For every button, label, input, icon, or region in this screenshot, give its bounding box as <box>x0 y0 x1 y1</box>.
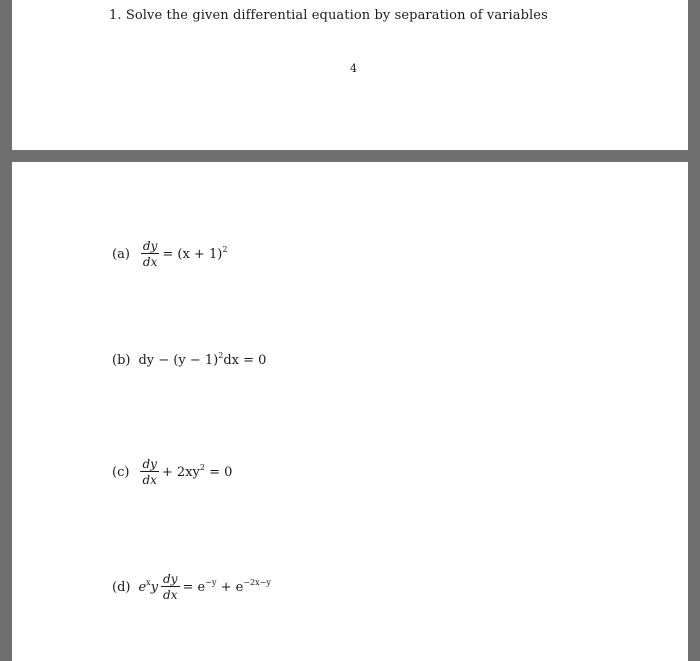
problem-a <box>112 240 227 268</box>
expr-part: = (x + 1) <box>162 246 223 262</box>
derivative-fraction <box>141 240 159 268</box>
expr-part: dy − (y − 1) <box>138 353 219 368</box>
exponent: −y <box>205 577 217 587</box>
problem-heading: 1. Solve the given differential equation by separation of variables <box>109 8 548 23</box>
equation <box>138 353 266 368</box>
fraction-numerator: dy <box>142 457 157 471</box>
fraction-denominator: dx <box>142 255 158 269</box>
exponent: −2x−y <box>243 577 271 587</box>
expr-part: + e <box>216 579 244 595</box>
derivative-fraction <box>161 573 179 601</box>
fraction-numerator: dy <box>163 572 178 586</box>
exponent: 2 <box>222 244 228 254</box>
problem-d <box>112 573 271 601</box>
exponent: x <box>146 577 151 587</box>
equation-lhs <box>138 577 159 595</box>
fraction-denominator: dx <box>142 473 157 487</box>
derivative-fraction <box>140 458 158 486</box>
page-number: 4 <box>350 62 357 75</box>
problem-label: (d) <box>112 579 131 595</box>
problem-label: (c) <box>112 464 130 480</box>
expr-part: e <box>138 579 147 595</box>
fraction-numerator: dy <box>142 239 158 253</box>
problem-c <box>112 458 232 486</box>
expr-part: dx = 0 <box>223 353 267 368</box>
problem-label: (b) <box>112 353 131 368</box>
expr-part: = e <box>182 579 206 595</box>
equation-rhs <box>161 462 233 480</box>
expr-part: y <box>150 579 159 595</box>
expr-part: = 0 <box>204 464 233 480</box>
fraction-denominator: dx <box>163 588 178 602</box>
exponent: 2 <box>218 351 224 360</box>
problem-b <box>112 353 266 368</box>
equation-rhs <box>162 244 228 262</box>
exponent: 2 <box>199 462 205 472</box>
equation-rhs <box>182 577 271 595</box>
problem-label: (a) <box>112 246 130 262</box>
expr-part: + 2xy <box>161 464 200 480</box>
page-top <box>12 0 688 150</box>
